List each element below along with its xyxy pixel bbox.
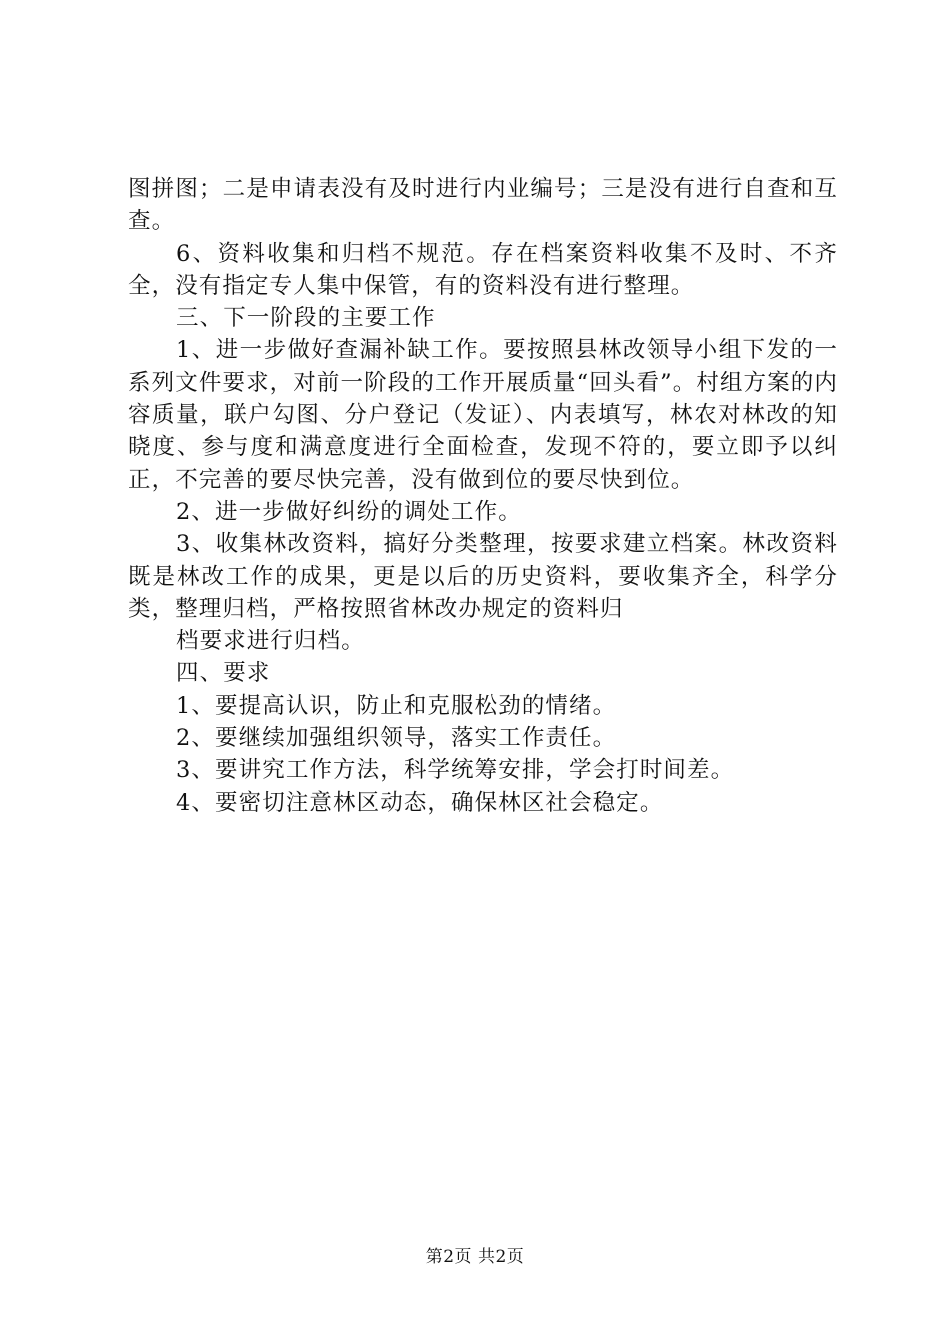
page-number-footer: 第2页 共2页 [425,1247,525,1267]
section-heading-requirements: 四、要求 [176,660,271,687]
requirement-item-3: 3、要讲究工作方法，科学统筹安排，学会打时间差。 [176,757,735,784]
document-body [128,173,838,819]
paragraph-continuation: 图拼图；二是申请表没有及时进行内业编号；三是没有进行自查和互查。 [128,176,838,235]
section-heading-next-stage: 三、下一阶段的主要工作 [176,305,436,332]
requirement-item-1: 1、要提高认识，防止和克服松劲的情绪。 [176,692,617,719]
paragraph-item-6: 6、资料收集和归档不规范。存在档案资料收集不及时、不齐全，没有指定专人集中保管，有的资料没有进行整理。 [128,240,838,299]
paragraph-work-2: 2、进一步做好纠纷的调处工作。 [176,498,522,525]
paragraph-work-1: 1、进一步做好查漏补缺工作。要按照县林改领导小组下发的一系列文件要求，对前一阶段的工作开展质量“回头看”。村组方案的内容质量，联户勾图、分户登记（发证）、内表填写，林农对林改的知晓度、参与度和满意度进行全面检查，发现不符的，要立即予以纠正，不完善的要尽快完善，没有做到位的要尽快到位。 [128,337,838,493]
paragraph-work-3-continued: 档要求进行归档。 [176,628,365,655]
requirement-item-4: 4、要密切注意林区动态，确保林区社会稳定。 [176,789,664,816]
paragraph-work-3: 3、收集林改资料，搞好分类整理，按要求建立档案。林改资料既是林改工作的成果，更是以后的历史资料，要收集齐全，科学分类，整理归档，严格按照省林改办规定的资料归 [128,531,838,622]
requirement-item-2: 2、要继续加强组织领导，落实工作责任。 [176,725,617,752]
